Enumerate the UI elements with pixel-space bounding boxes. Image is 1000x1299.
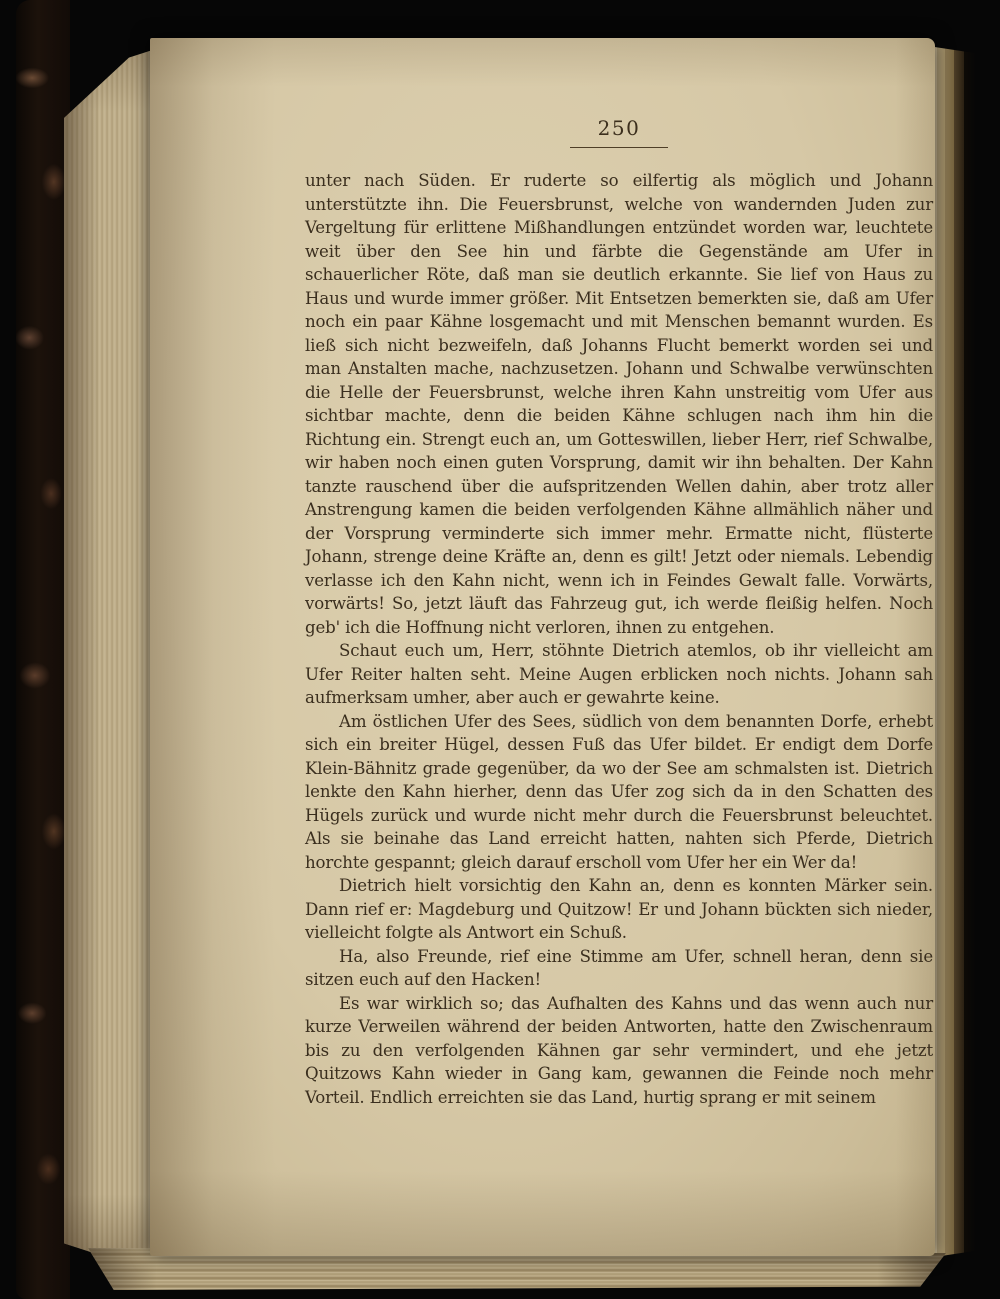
- book-spine: [16, 0, 70, 1299]
- paragraph: Es war wirklich so; das Aufhalten des Kahns und das wenn auch nur kurze Verweilen während der beiden Antworten, hatte den Zwischenraum bis zu den verfolgenden Kähnen gar sehr vermindert, und ehe jetzt Quitzows Kahn wieder in Gang kam, gewannen die Feinde noch mehr Vorteil. Endlich erreichten sie das Land, hurtig sprang er mit seinem: [305, 993, 933, 1107]
- text-block: [305, 169, 933, 1109]
- page-number-row: [305, 116, 933, 148]
- paragraph: unter nach Süden. Er ruderte so eilfertig als möglich und Johann unterstützte ihn. Die Feuersbrunst, welche von wandernden Juden zur Vergeltung für erlittene Mißhandlungen entzündet worden war, leuchtete weit über den See hin und färbte die Gegenstände am Ufer in schauerlicher Röte, daß man sie deutlich erkannte. Sie lief von Haus zu Haus und wurde immer größer. Mit Entsetzen bemerkten sie, daß am Ufer noch ein paar Kähne losgemacht und mit Menschen bemannt wurden. Es ließ sich nicht bezweifeln, daß Johanns Flucht bemerkt worden sei und man Anstalten mache, nachzusetzen. Johann und Schwalbe verwünschten die Helle der Feuersbrunst, welche ihren Kahn unstreitig vom Ufer aus sichtbar machte, denn die beiden Kähne schlugen nach ihm hin die Richtung ein. Strengt euch an, um Gotteswillen, lieber Herr, rief Schwalbe, wir haben noch einen guten Vorsprung, damit wir ihn behalten. Der Kahn tanzte rauschend über die aufspritzenden Wellen dahin, aber trotz aller Anstrengung kamen die beiden verfolgenden Kähne allmählich näher und der Vorsprung verminderte sich immer mehr. Ermatte nicht, flüsterte Johann, strenge deine Kräfte an, denn es gilt! Jetzt oder niemals. Lebendig verlasse ich den Kahn nicht, wenn ich in Feindes Gewalt falle. Vorwärts, vorwärts! So, jetzt läuft das Fahrzeug gut, ich werde fleißig helfen. Noch geb' ich die Hoffnung nicht verloren, ihnen zu entgehen.: [305, 171, 933, 637]
- book-page: [150, 38, 935, 1256]
- paragraph: Dietrich hielt vorsichtig den Kahn an, denn es konnten Märker sein. Dann rief er: Magdeburg und Quitzow! Er und Johann bückten sich nieder, vielleicht folgte als Antwort ein Schuß.: [305, 876, 933, 942]
- page-number: 250: [570, 116, 669, 148]
- underlying-pages-right: [928, 46, 976, 1258]
- paragraph: Ha, also Freunde, rief eine Stimme am Ufer, schnell heran, denn sie sitzen euch auf den Hacken!: [305, 946, 933, 989]
- paragraph: Schaut euch um, Herr, stöhnte Dietrich atemlos, ob ihr vielleicht am Ufer Reiter halten seht. Meine Augen erblicken noch nichts. Johann sah aufmerksam umher, aber auch er gewahrte keine.: [305, 641, 933, 707]
- paragraph: Am östlichen Ufer des Sees, südlich von dem benannten Dorfe, erhebt sich ein breiter Hügel, dessen Fuß das Ufer bildet. Er endigt dem Dorfe Klein-Bähnitz grade gegenüber, da wo der See am schmalsten ist. Dietrich lenkte den Kahn hierher, denn das Ufer zog sich da in den Schatten des Hügels zurück und wurde nicht mehr durch die Feuersbrunst beleuchtet. Als sie beinahe das Land erreicht hatten, nahten sich Pferde, Dietrich horchte gespannt; gleich darauf erscholl vom Ufer her ein Wer da!: [305, 711, 933, 872]
